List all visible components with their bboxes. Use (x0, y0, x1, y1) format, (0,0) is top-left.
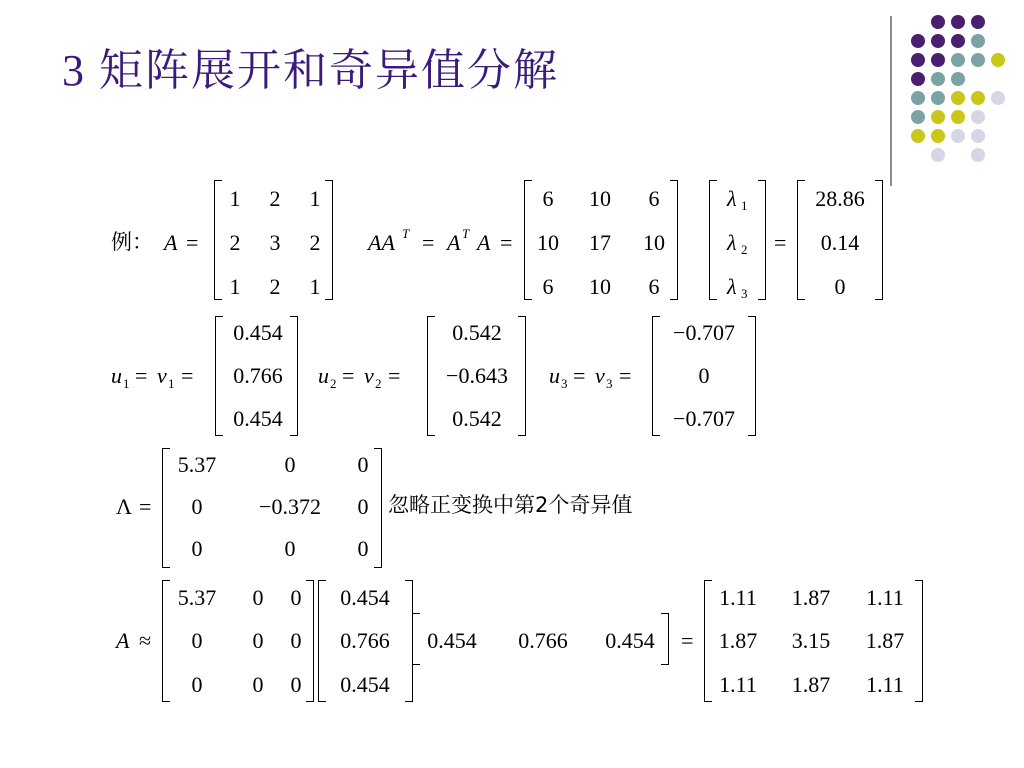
equals-sign: = (500, 230, 513, 255)
matrix-result-cell: 1.11 (719, 672, 757, 697)
decorative-dot (971, 129, 985, 143)
superscript-T: T (402, 226, 410, 241)
decorative-dot (931, 53, 945, 67)
equals-sign: = (573, 363, 586, 388)
vector-u1-bracket-right (290, 316, 298, 436)
lambda-vector-bracket-left (709, 180, 717, 300)
matrix-A-cell: 2 (269, 274, 281, 299)
decorative-dot (931, 110, 945, 124)
matrix-Lambda-cell: 0 (284, 452, 296, 477)
subscript-index: 3 (561, 376, 568, 391)
lambda-note: 忽略正变换中第2个奇异值 (388, 493, 633, 517)
equals-sign: = (342, 363, 355, 388)
decorative-dot (931, 34, 945, 48)
matrix-AAT-cell: 6 (648, 274, 660, 299)
symbol-v: v (595, 363, 605, 388)
symbol-Lambda: Λ (116, 494, 132, 519)
matrix-D-cell: 0 (290, 628, 302, 653)
equals-sign: = (139, 494, 152, 519)
matrix-D-cell: 5.37 (177, 585, 217, 610)
matrix-D-cell: 0 (191, 628, 203, 653)
equals-sign: = (774, 230, 787, 255)
lambda-values-bracket-right (875, 180, 883, 300)
subscript-index: 1 (741, 198, 748, 213)
decorative-dot (991, 53, 1005, 67)
decorative-dot (971, 15, 985, 29)
decorative-dot (911, 91, 925, 105)
matrix-A-cell: 2 (269, 186, 281, 211)
decorative-dot (911, 110, 925, 124)
divider-line (890, 16, 892, 186)
symbol-u: u (549, 363, 560, 388)
symbol-A: A (477, 230, 491, 255)
matrix-A-cell: 1 (229, 274, 241, 299)
subscript-index: 2 (330, 376, 337, 391)
equals-sign: = (186, 230, 199, 255)
decorative-dot (971, 110, 985, 124)
vector-col-bracket-left (318, 580, 326, 702)
matrix-Lambda-cell: 0 (357, 536, 369, 561)
matrix-A-cell: 1 (229, 186, 241, 211)
matrix-D-cell: 0 (290, 585, 302, 610)
decorative-dot (931, 148, 945, 162)
vector-col-cell: 0.454 (340, 585, 390, 610)
decorative-dot (951, 110, 965, 124)
slide-title: 3 矩阵展开和奇异值分解 (62, 46, 559, 95)
decorative-dot (951, 72, 965, 86)
matrix-A-cell: 1 (309, 186, 321, 211)
matrix-A-cell: 2 (309, 230, 321, 255)
lambda-values-cell: 0.14 (820, 230, 860, 255)
subscript-index: 1 (123, 376, 130, 391)
vector-u1-cell: 0.454 (233, 320, 283, 345)
equals-sign: = (422, 230, 435, 255)
matrix-AAT-cell: 10 (537, 230, 559, 255)
example-prefix: 例： (111, 230, 153, 254)
matrix-result-cell: 1.87 (791, 585, 831, 610)
lambda-values-cell: 28.86 (815, 186, 865, 211)
matrix-result-cell: 1.87 (865, 628, 905, 653)
matrix-AAT-cell: 6 (648, 186, 660, 211)
equals-sign: = (135, 363, 148, 388)
vector-u3-bracket-left (652, 316, 660, 436)
matrix-Lambda-cell: 0 (357, 494, 369, 519)
matrix-Lambda-cell: 0 (191, 494, 203, 519)
symbol-AT-A: A (447, 230, 461, 255)
equals-sign: = (619, 363, 632, 388)
decorative-dot (951, 34, 965, 48)
lambda-values-bracket-left (797, 180, 805, 300)
symbol-lambda: λ (727, 274, 737, 299)
vector-col-cell: 0.454 (340, 672, 390, 697)
matrix-AAT-cell: 10 (589, 274, 611, 299)
vector-u1-cell: 0.454 (233, 406, 283, 431)
decorative-dot (951, 91, 965, 105)
row-vector-cell: 0.454 (605, 628, 655, 653)
vector-u2-bracket-left (427, 316, 435, 436)
matrix-AAT-cell: 17 (589, 230, 611, 255)
symbol-AAT: AA (368, 230, 395, 255)
matrix-result-bracket-right (915, 580, 923, 702)
matrix-A-cell: 3 (269, 230, 281, 255)
vector-col-cell: 0.766 (340, 628, 390, 653)
matrix-A-cell: 1 (309, 274, 321, 299)
matrix-result-cell: 1.11 (719, 585, 757, 610)
matrix-A-bracket-right (325, 180, 333, 300)
decorative-dot (991, 91, 1005, 105)
matrix-A-cell: 2 (229, 230, 241, 255)
vector-u3-cell: −0.707 (673, 320, 735, 345)
subscript-index: 1 (168, 376, 175, 391)
row-vector-cell: 0.454 (427, 628, 477, 653)
matrix-D-cell: 0 (252, 672, 264, 697)
vector-u1-cell: 0.766 (233, 363, 283, 388)
lambda-vector-bracket-right (758, 180, 766, 300)
decorative-dot (951, 53, 965, 67)
equals-sign: = (681, 628, 694, 653)
matrix-D-bracket-right (306, 580, 314, 702)
subscript-index: 2 (741, 242, 748, 257)
row-vector-cell: 0.766 (518, 628, 568, 653)
matrix-result-bracket-left (704, 580, 712, 702)
matrix-AAT-cell: 6 (542, 186, 554, 211)
matrix-Lambda-cell: 0 (191, 536, 203, 561)
matrix-D-bracket-left (162, 580, 170, 702)
vector-u3-cell: −0.707 (673, 406, 735, 431)
matrix-D-cell: 0 (252, 585, 264, 610)
decorative-dot (931, 15, 945, 29)
vector-u2-cell: −0.643 (446, 363, 508, 388)
decorative-dot (911, 34, 925, 48)
symbol-A: A (164, 230, 178, 255)
matrix-Lambda-cell: 5.37 (177, 452, 217, 477)
matrix-AAT-cell: 6 (542, 274, 554, 299)
row-vector-bracket-left (412, 613, 420, 665)
decorative-dot (931, 91, 945, 105)
decorative-dot (951, 15, 965, 29)
decorative-dot (931, 129, 945, 143)
decorative-dot (931, 72, 945, 86)
matrix-result-cell: 1.87 (718, 628, 758, 653)
equals-sign: = (181, 363, 194, 388)
subscript-index: 3 (606, 376, 613, 391)
subscript-index: 2 (375, 376, 382, 391)
decorative-dot (971, 148, 985, 162)
superscript-T: T (462, 226, 470, 241)
matrix-AAT-cell: 10 (589, 186, 611, 211)
vector-u2-cell: 0.542 (452, 406, 502, 431)
decorative-dot (911, 72, 925, 86)
decorative-dot (971, 34, 985, 48)
vector-u3-cell: 0 (698, 363, 710, 388)
decorative-dot (911, 53, 925, 67)
matrix-result-cell: 1.87 (791, 672, 831, 697)
matrix-Lambda-cell: −0.372 (259, 494, 321, 519)
lambda-values-cell: 0 (834, 274, 846, 299)
matrix-A-bracket-left (214, 180, 222, 300)
matrix-Lambda-cell: 0 (284, 536, 296, 561)
vector-u2-bracket-right (518, 316, 526, 436)
symbol-u: u (111, 363, 122, 388)
vector-u3-bracket-right (748, 316, 756, 436)
approx-sign: ≈ (139, 628, 152, 653)
matrix-D-cell: 0 (290, 672, 302, 697)
matrix-Lambda-bracket-left (162, 448, 170, 568)
matrix-result-cell: 1.11 (866, 672, 904, 697)
vector-u2-cell: 0.542 (452, 320, 502, 345)
subscript-index: 3 (741, 286, 748, 301)
symbol-lambda: λ (727, 230, 737, 255)
decorative-dot (971, 53, 985, 67)
matrix-result-cell: 1.11 (866, 585, 904, 610)
vector-u1-bracket-left (215, 316, 223, 436)
matrix-D-cell: 0 (191, 672, 203, 697)
matrix-result-cell: 3.15 (791, 628, 831, 653)
matrix-Lambda-cell: 0 (357, 452, 369, 477)
symbol-u: u (318, 363, 329, 388)
equals-sign: = (388, 363, 401, 388)
decorative-dot (971, 91, 985, 105)
symbol-lambda: λ (727, 186, 737, 211)
symbol-v: v (364, 363, 374, 388)
matrix-AAT-bracket-left (524, 180, 532, 300)
symbol-v: v (157, 363, 167, 388)
matrix-Lambda-bracket-right (374, 448, 382, 568)
matrix-AAT-bracket-right (670, 180, 678, 300)
symbol-A: A (116, 628, 130, 653)
decorative-dot (911, 129, 925, 143)
row-vector-bracket-right (661, 613, 669, 665)
matrix-D-cell: 0 (252, 628, 264, 653)
matrix-AAT-cell: 10 (643, 230, 665, 255)
decorative-dot-grid (0, 0, 1024, 200)
decorative-dot (951, 129, 965, 143)
